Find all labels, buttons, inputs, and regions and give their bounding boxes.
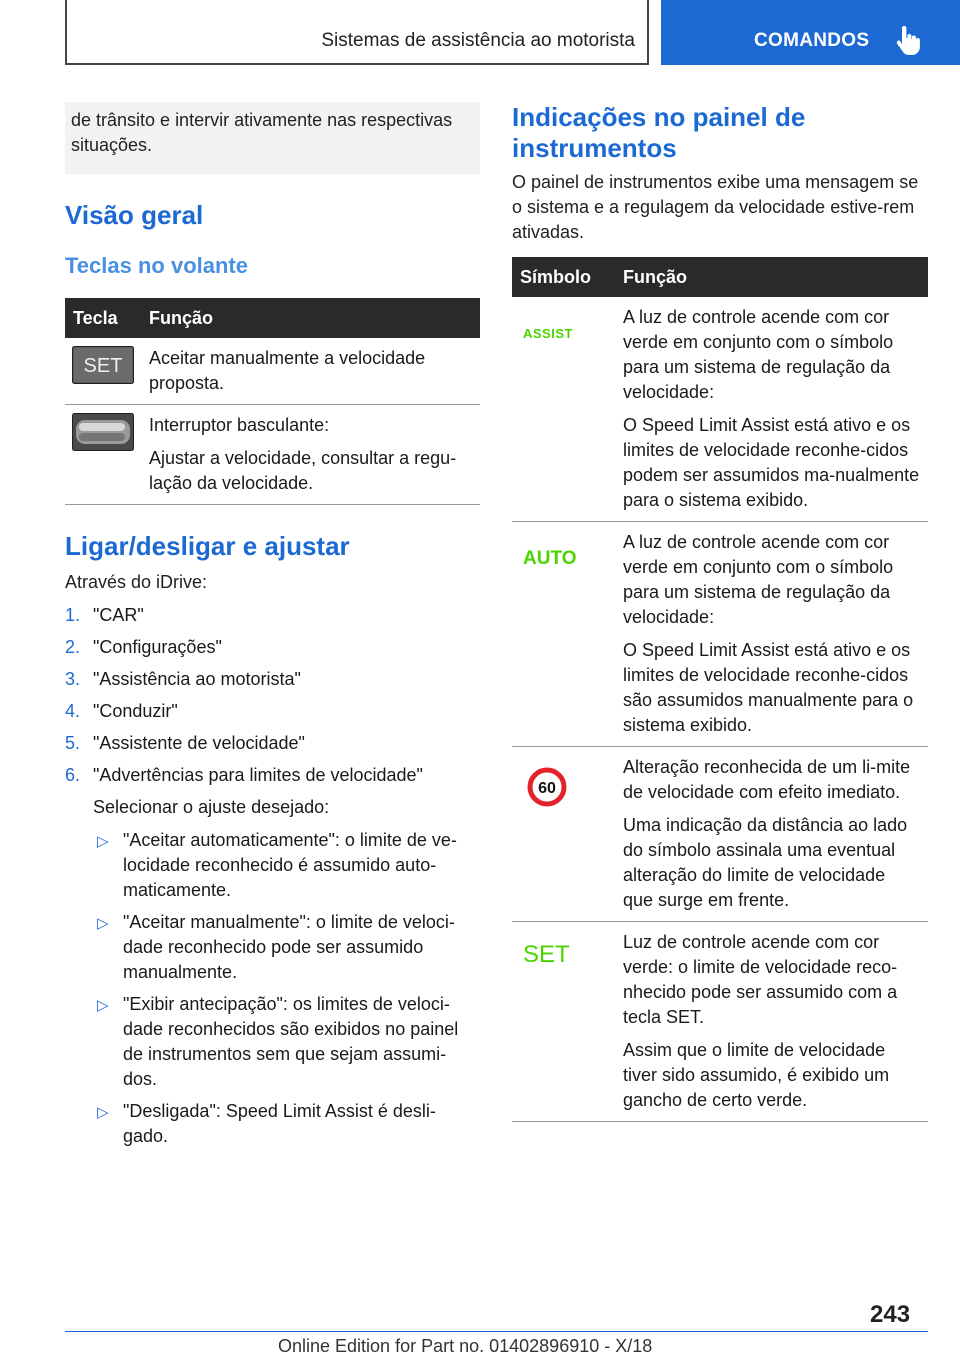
list-item: 3. "Assistência ao motorista": [65, 669, 301, 689]
footer-edition: Online Edition for Part no. 01402896910 - X/18: [278, 1336, 653, 1356]
speed-limit-sign-icon: [527, 767, 567, 807]
right-column: [512, 102, 928, 1122]
list-item: ▷ "Aceitar manualmente": o limite de veloci-dade reconhecido pode ser assumido manualmente.: [97, 912, 455, 982]
key-function-text: Ajustar a velocidade, consultar a regu-lação da velocidade.: [149, 448, 457, 493]
header-chapter-title: COMANDOS: [754, 30, 870, 51]
table-row: [512, 297, 928, 522]
setting-options-list: [65, 828, 480, 1149]
symbol-function-text: Uma indicação da distância ao lado do símbolo assinala uma eventual alteração do limite de velocidade que surge em frente.: [623, 815, 908, 910]
symbol-function-text: Luz de controle acende com cor verde: o limite de velocidade reco-nhecido pode ser assumido com a tecla SET.: [623, 932, 898, 1027]
page-number: 243: [870, 1301, 911, 1328]
table-header-function: Função: [141, 298, 480, 338]
set-symbol-icon: SET: [523, 941, 570, 968]
set-key-icon: [72, 346, 134, 384]
footer-divider: [65, 1331, 928, 1332]
onoff-heading: Ligar/desligar e ajustar: [65, 531, 350, 561]
auto-symbol-icon: AUTO: [523, 548, 577, 569]
list-item: 2. "Configurações": [65, 637, 222, 657]
via-idrive-text: Através do iDrive:: [65, 572, 208, 592]
table-header-symbol: Símbolo: [512, 257, 615, 297]
list-item: ▷ "Desligada": Speed Limit Assist é desli-gado.: [97, 1101, 436, 1146]
svg-text:60: 60: [538, 780, 556, 797]
triangle-bullet-icon: ▷: [97, 833, 109, 850]
list-item: 5. "Assistente de velocidade": [65, 733, 305, 753]
table-header-key: Tecla: [65, 298, 141, 338]
intro-note: de trânsito e intervir ativamente nas respectivas situações.: [65, 102, 480, 174]
steering-keys-table: [65, 298, 480, 505]
header-section-box: [65, 0, 649, 65]
table-row: [512, 522, 928, 747]
select-setting-text: Selecionar o ajuste desejado:: [93, 797, 330, 817]
instrument-panel-intro: O painel de instrumentos exibe uma mensagem se o sistema e a regulagem da velocidade estive-rem ativadas.: [512, 172, 919, 242]
triangle-bullet-icon: ▷: [97, 997, 109, 1014]
list-item: 4. "Conduzir": [65, 701, 178, 721]
header-section-title: Sistemas de assistência ao motorista: [321, 30, 635, 51]
symbol-function-text: Assim que o limite de velocidade tiver sido assumido, é exibido um gancho de certo verde.: [623, 1040, 890, 1110]
steering-keys-heading: Teclas no volante: [65, 253, 248, 278]
table-row: [65, 405, 480, 505]
list-item: ▷ "Exibir antecipação": os limites de veloci-dade reconhecidos são exibidos no painel de instrumentos sem que sejam assumi-dos.: [97, 994, 459, 1089]
triangle-bullet-icon: ▷: [97, 915, 109, 932]
list-item: 6. "Advertências para limites de velocidade": [65, 765, 423, 785]
left-column: [65, 102, 480, 1156]
list-item: 1. "CAR": [65, 605, 144, 625]
symbol-function-text: A luz de controle acende com cor verde em conjunto com o símbolo para um sistema de regulação da velocidade:: [623, 532, 894, 627]
rocker-switch-icon: [72, 413, 134, 451]
key-function-text: Aceitar manualmente a velocidade proposta.: [149, 348, 426, 393]
list-item: ▷ "Aceitar automaticamente": o limite de ve-locidade reconhecido é assumido auto-maticamente.: [97, 830, 457, 900]
table-header-function: Função: [615, 257, 928, 297]
table-row: [512, 922, 928, 1122]
table-row: [512, 747, 928, 922]
triangle-bullet-icon: ▷: [97, 1104, 109, 1121]
symbol-function-text: O Speed Limit Assist está ativo e os limites de velocidade reconhe-cidos podem ser assumidos ma-nualmente para o sistema exibido.: [623, 415, 920, 510]
symbol-function-text: Alteração reconhecida de um li-mite de velocidade com efeito imediato.: [623, 757, 911, 802]
idrive-steps: [65, 603, 480, 788]
symbol-function-text: O Speed Limit Assist está ativo e os limites de velocidade reconhe-cidos são assumidos manualmente para o sistema exibido.: [623, 640, 914, 735]
header-chapter-tab[interactable]: [661, 0, 960, 65]
svg-text:SET: SET: [83, 355, 123, 377]
symbol-function-text: A luz de controle acende com cor verde em conjunto com o símbolo para um sistema de regulação da velocidade:: [623, 307, 894, 402]
key-function-text: Interruptor basculante:: [149, 415, 330, 435]
hand-pointer-icon: [895, 26, 921, 56]
table-row: [65, 338, 480, 405]
overview-heading: Visão geral: [65, 200, 204, 230]
assist-symbol-icon: ASSIST: [523, 326, 573, 341]
instrument-panel-heading: Indicações no painel de instrumentos: [512, 102, 806, 163]
symbols-table: [512, 257, 928, 1122]
